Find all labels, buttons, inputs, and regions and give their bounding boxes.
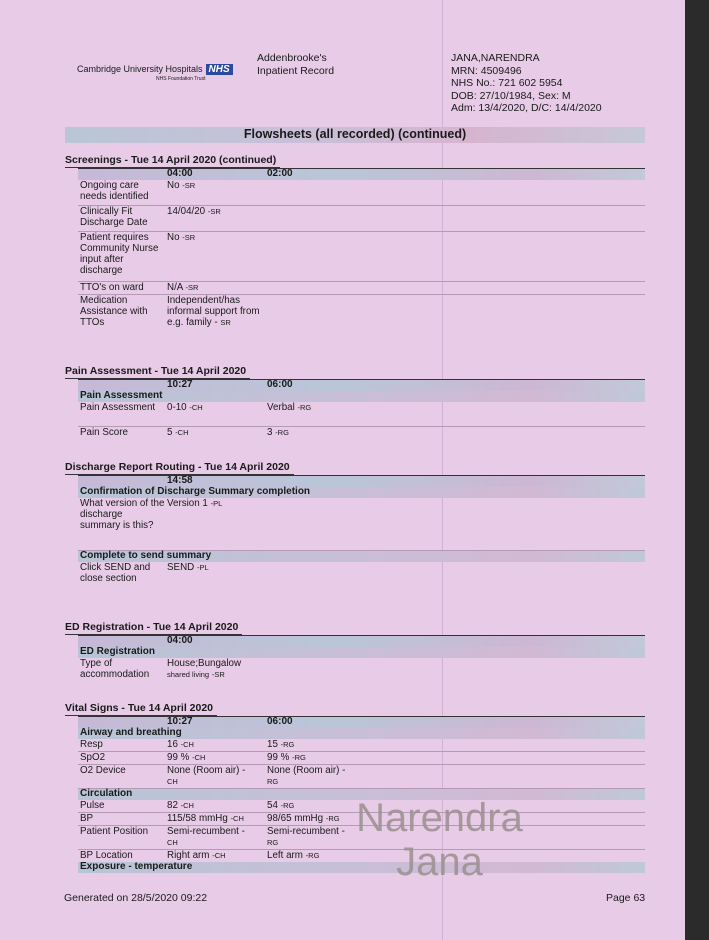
table-row: Medication Assistance with TTOs Independent/has informal support from e.g. family - SR [80, 295, 260, 328]
name-watermark: Narendra Jana [356, 796, 523, 884]
table-row: BP Location Right arm -CH Left arm -RG [80, 850, 320, 861]
subsection-header: Exposure - temperature [78, 862, 645, 873]
nhs-logo: NHS [206, 64, 233, 75]
column-header: 10:27 06:00 [78, 716, 645, 728]
subsection-header: Confirmation of Discharge Summary completion [78, 487, 645, 498]
page-number: Page 63 [606, 892, 646, 904]
table-row: Patient requires Community Nurse input after discharge No -SR [78, 232, 645, 282]
subsection-header: Pain Assessment [78, 391, 645, 402]
section-title: Discharge Report Routing - Tue 14 April 2020 [65, 461, 294, 475]
table-row: Pain Score 5 -CH 3 -RG [80, 427, 289, 438]
flowsheet-title: Flowsheets (all recorded) (continued) [243, 127, 467, 141]
patient-nhs-no: NHS No.: 721 602 5954 [451, 77, 563, 89]
generated-timestamp: Generated on 28/5/2020 09:22 [64, 892, 208, 904]
subsection-header: Airway and breathing [78, 728, 645, 739]
subsection-header: Circulation [78, 789, 645, 800]
section-title: Vital Signs - Tue 14 April 2020 [65, 702, 217, 716]
patient-dob: DOB: 27/10/1984, Sex: M [451, 89, 571, 102]
section-title: ED Registration - Tue 14 April 2020 [65, 621, 242, 635]
table-row: Pain Assessment 0-10 -CH Verbal -RG [78, 402, 645, 427]
flowsheet-title-band [65, 127, 645, 143]
table-row: Resp 16 -CH 15 -RG [78, 739, 645, 752]
record-title: Addenbrooke's Inpatient Record [257, 52, 335, 77]
table-row: Pulse 82 -CH 54 -RG [78, 800, 645, 813]
table-row: SpO2 99 % -CH 99 % -RG [78, 752, 645, 765]
ed-section [65, 617, 645, 684]
screenings-section [65, 150, 645, 345]
trust-name: NHS Foundation Trust [156, 76, 206, 82]
column-header: 10:27 06:00 [78, 379, 645, 391]
subsection-header: ED Registration [78, 647, 645, 658]
table-row: O2 Device None (Room air) - CH None (Room air) - RG [78, 765, 645, 789]
discharge-section [65, 457, 645, 600]
table-row: TTO's on ward N/A -SR [78, 282, 645, 295]
column-header: 04:00 [78, 635, 645, 647]
table-row: Ongoing care needs identified No -SR [78, 180, 645, 206]
table-row: Patient Position Semi-recumbent - CH Semi-recumbent - RG [78, 826, 645, 850]
section-title: Screenings - Tue 14 April 2020 (continued) [65, 154, 280, 168]
patient-admission: Adm: 13/4/2020, D/C: 14/4/2020 [451, 102, 602, 114]
patient-details [451, 52, 602, 115]
table-row: Click SEND and close section SEND -PL [80, 562, 209, 584]
page-edge [685, 0, 709, 940]
patient-name: JANA,NARENDRA [451, 52, 540, 64]
subsection-header: Complete to send summary [78, 551, 645, 562]
table-row: Type of accommodation House;Bungalow shared living -SR [80, 658, 242, 680]
table-row: BP 115/58 mmHg -CH 98/65 mmHg -RG [78, 813, 645, 826]
column-header: 04:00 02:00 [78, 168, 645, 180]
hospital-name: Cambridge University Hospitals [77, 64, 203, 74]
pain-section [65, 361, 645, 441]
table-row: Clinically Fit Discharge Date 14/04/20 -SR [78, 206, 645, 232]
table-row: What version of the discharge summary is this? Version 1 -PL [78, 498, 645, 551]
section-title: Pain Assessment - Tue 14 April 2020 [65, 365, 250, 379]
column-header: 14:58 [78, 475, 645, 487]
hospital-logo [77, 64, 233, 82]
patient-mrn: MRN: 4509496 [451, 64, 522, 77]
